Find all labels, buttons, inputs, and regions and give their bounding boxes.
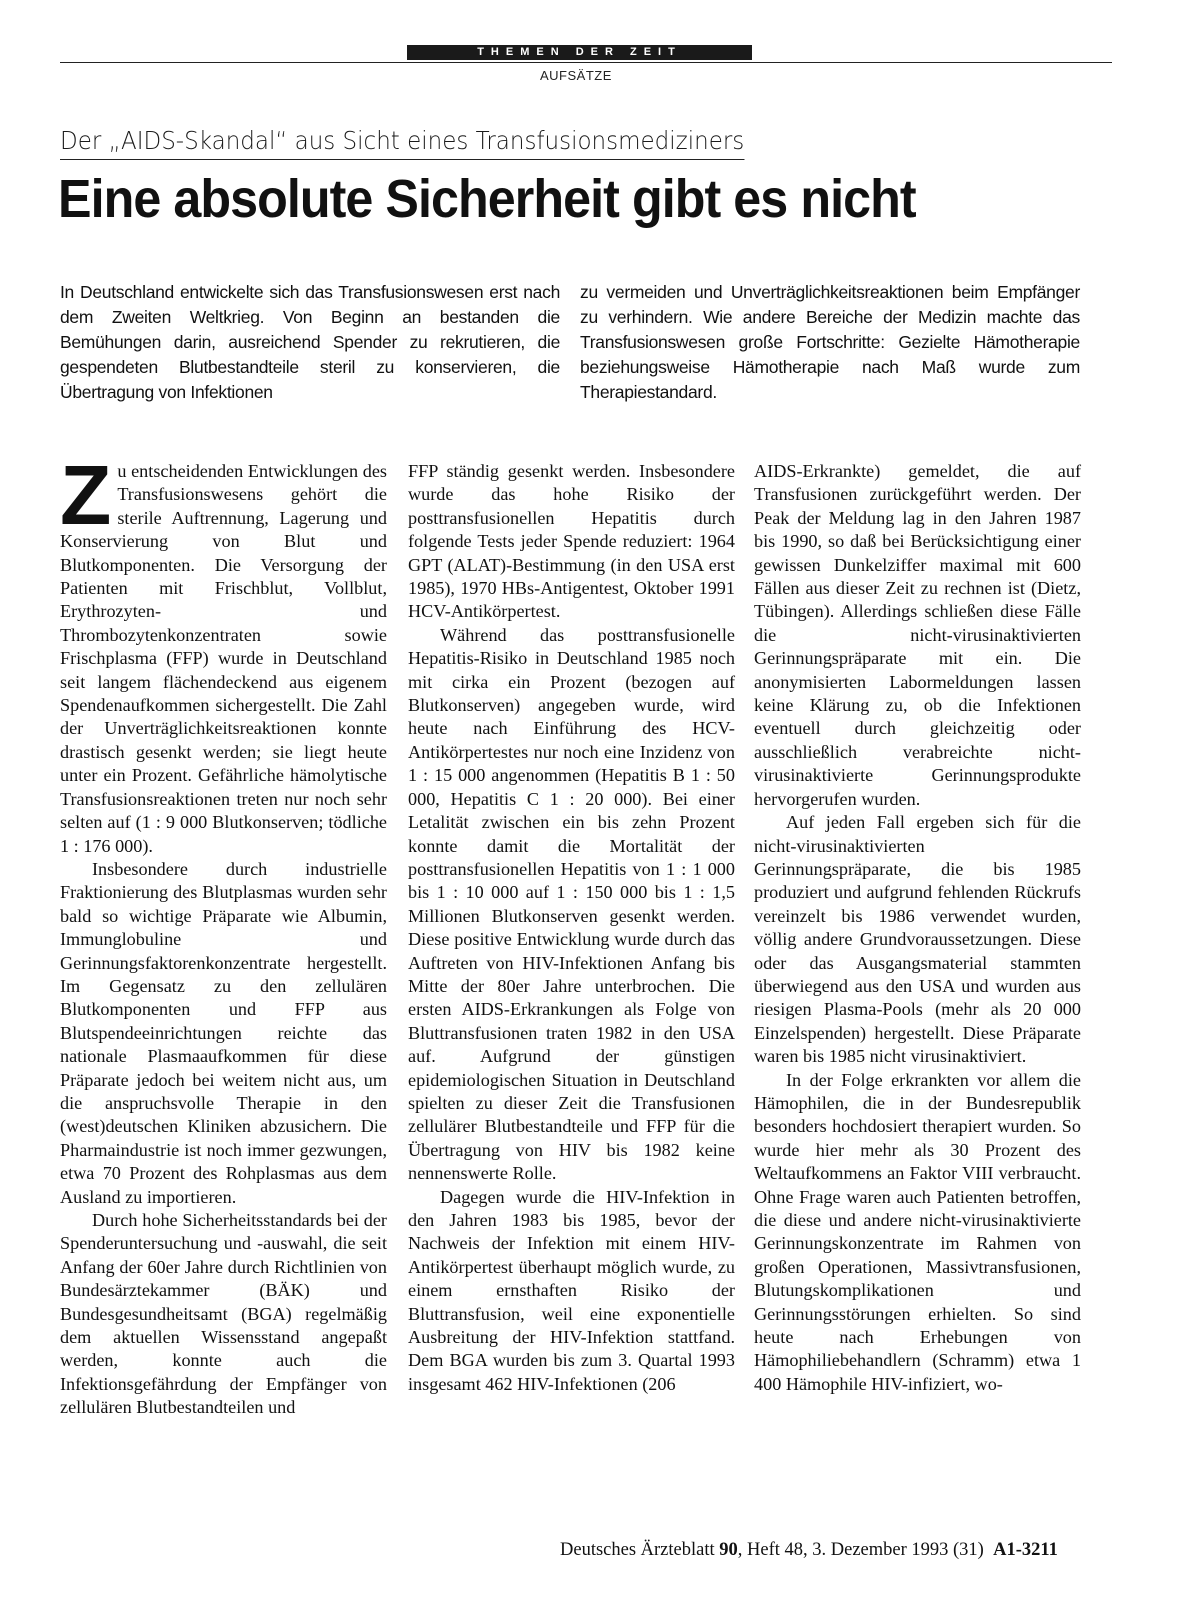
header-rule xyxy=(60,62,1112,63)
body-paragraph: Dagegen wurde die HIV-Infektion in den Jahren 1983 bis 1985, bevor der Nachweis der Infektion mit einem HIV-Antikörpertest überhaupt möglich wurde, zu einem ernsthaften Risiko der Bluttransfusion, weil eine exponentielle Ausbreitung der HIV-Infektion stattfand. Dem BGA wurden bis zum 3. Quartal 1993 insgesamt 462 HIV-Infektionen (206 xyxy=(408,1186,735,1394)
page-footer xyxy=(560,1540,1058,1561)
body-paragraph: Auf jeden Fall ergeben sich für die nicht-virusinaktivierten Gerinnungspräparate, die bis 1985 produziert und aufgrund fehlenden Rückrufs vereinzelt bis 1986 verwendet wurden, völlig andere Grundvoraussetzungen. Diese oder das Ausgangsmaterial stammten überwiegend aus den USA und wurden aus riesigen Plasma-Pools (mehr als 20 000 Einzelspenden) hergestellt. Diese Präparate waren bis 1985 nicht virusinaktiviert. xyxy=(754,812,1081,1067)
subsection-label: AUFSÄTZE xyxy=(540,68,612,83)
body-column-1 xyxy=(60,448,387,1420)
lead-paragraph-part-1: In Deutschland entwickelte sich das Transfusionswesen erst nach dem Zweiten Weltkrieg. Von Beginn an bestanden die Bemühungen darin, ausreichend Spender zu rekrutieren, die gespendeten Blutbestandteile steril zu konservieren, die Übertragung von Infektionen xyxy=(60,282,560,402)
body-paragraph: Insbesondere durch industrielle Fraktionierung des Blutplasmas wurden sehr bald so wichtige Präparate wie Albumin, Immunglobuline und Gerinnungsfaktorenkonzentrate hergestellt. Im Gegensatz zu den zellulären Blutkomponenten und FFP aus Blutspendeeinrichtungen reichte das nationale Plasmaaufkommen für diese Präparate jedoch bei weitem nicht aus, um die anspruchsvolle Therapie in den (west)deutschen Kliniken abzusichern. Die Pharmaindustrie ist noch immer gezwungen, etwa 70 Prozent des Rohplasmas aus dem Ausland zu importieren. xyxy=(60,858,387,1207)
issue-date: , Heft 48, 3. Dezember 1993 (31) xyxy=(737,1540,984,1560)
journal-volume: 90 xyxy=(719,1540,738,1560)
body-column-3 xyxy=(754,460,1081,1396)
page-number: A1-3211 xyxy=(993,1540,1058,1560)
article-title: Eine absolute Sicherheit gibt es nicht xyxy=(58,169,916,229)
drop-cap: Z xyxy=(60,448,112,542)
body-paragraph: In der Folge erkrankten vor allem die Hämophilen, die in der Bundesrepublik besonders hochdosiert therapiert wurden. So wurde hier mehr als 30 Prozent des Weltaufkommens an Faktor VIII verbraucht. Ohne Frage waren auch Patienten betroffen, die diese und andere nicht-virusinaktivierte Gerinnungskonzentrate im Rahmen von großen Operationen, Massivtransfusionen, Blutungskomplikationen und Gerinnungsstörungen erhielten. So sind heute nach Erhebungen von Hämophiliebehandlern (Schramm) etwa 1 400 Hämophile HIV-infiziert, wo- xyxy=(754,1069,1081,1394)
paragraph-text: u entscheidenden Entwicklungen des Transfusionswesens gehört die sterile Auftrennung, Lagerung und Konservierung von Blut und Blutkomponenten. Die Versorgung der Patienten mit Frischblut, Vollblut, Erythrozyten- und Thrombozytenkonzentraten sowie Frischplasma (FFP) wurde in Deutschland seit langem flächendeckend aus eigenem Spendenaufkommen sichergestellt. Die Zahl der Unverträglichkeitsreaktionen konnte drastisch gesenkt werden; sie liegt heute unter ein Prozent. Gefährliche hämolytische Transfusionsreaktionen treten nur noch sehr selten auf (1 : 9 000 Blutkonserven; tödliche 1 : 176 000). xyxy=(60,461,387,856)
journal-name: Deutsches Ärzteblatt xyxy=(560,1540,715,1560)
body-paragraph: AIDS-Erkrankte) gemeldet, die auf Transfusionen zurückgeführt werden. Der Peak der Meldung lag in den Jahren 1987 bis 1990, so daß bei Berücksichtigung einer gewissen Dunkelziffer maximal mit 600 Fällen aus dieser Zeit zu rechnen ist (Dietz, Tübingen). Allerdings schließen diese Fälle die nicht-virusinaktivierten Gerinnungspräparate mit ein. Die anonymisierten Labormeldungen lassen keine Klärung zu, ob die Infektionen eventuell durch gleichzeitig oder ausschließlich verabreichte nicht-virusinaktivierte Gerinnungsprodukte hervorgerufen wurden. xyxy=(754,461,1081,809)
section-banner: THEMEN DER ZEIT xyxy=(407,45,752,60)
body-paragraph: FFP ständig gesenkt werden. Insbesondere wurde das hohe Risiko der posttransfusionellen Hepatitis durch folgende Tests jeder Spende reduziert: 1964 GPT (ALAT)-Bestimmung (in den USA erst 1985), 1970 HBs-Antigentest, Oktober 1991 HCV-Antikörpertest. xyxy=(408,461,735,622)
lead-paragraph-part-2: zu vermeiden und Unverträglichkeitsreaktionen beim Empfänger zu verhindern. Wie andere Bereiche der Medizin machte das Transfusionswesen große Fortschritte: Gezielte Hämotherapie beziehungsweise Hämotherapie nach Maß wurde zum Therapiestandard. xyxy=(580,282,1080,402)
body-column-2 xyxy=(408,460,735,1396)
body-paragraph: Durch hohe Sicherheitsstandards bei der Spenderuntersuchung und -auswahl, die seit Anfang der 60er Jahre durch Richtlinien von Bundesärztekammer (BÄK) und Bundesgesundheitsamt (BGA) regelmäßig dem aktuellen Wissensstand angepaßt werden, konnte auch die Infektionsgefährdung der Empfänger von zellulären Blutbestandteilen und xyxy=(60,1210,387,1418)
article-kicker: Der „AIDS-Skandal“ aus Sicht eines Transfusionsmediziners xyxy=(60,126,744,160)
body-paragraph xyxy=(60,448,387,858)
body-paragraph: Während das posttransfusionelle Hepatitis-Risiko in Deutschland 1985 noch mit cirka ein Prozent (bezogen auf Blutkonserven) angegeben wurde, wird heute nach Einführung des HCV-Antikörpertestes nur noch eine Inzidenz von 1 : 15 000 angenommen (Hepatitis B 1 : 50 000, Hepatitis C 1 : 20 000). Bei einer Letalität zwischen ein bis zehn Prozent konnte damit die Mortalität der posttransfusionellen Hepatitis von 1 : 1 000 bis 1 : 10 000 auf 1 : 150 000 bis 1 : 1,5 Millionen Blutkonserven gesenkt werden. Diese positive Entwicklung wurde durch das Auftreten von HIV-Infektionen Anfang bis Mitte der 80er Jahre unterbrochen. Die ersten AIDS-Erkrankungen als Folge von Bluttransfusionen traten 1982 in den USA auf. Aufgrund der günstigen epidemiologischen Situation in Deutschland spielten zu dieser Zeit die Transfusionen zellulärer Blutbestandteile und FFP für die Übertragung von HIV bis 1982 keine nennenswerte Rolle. xyxy=(408,624,735,1184)
